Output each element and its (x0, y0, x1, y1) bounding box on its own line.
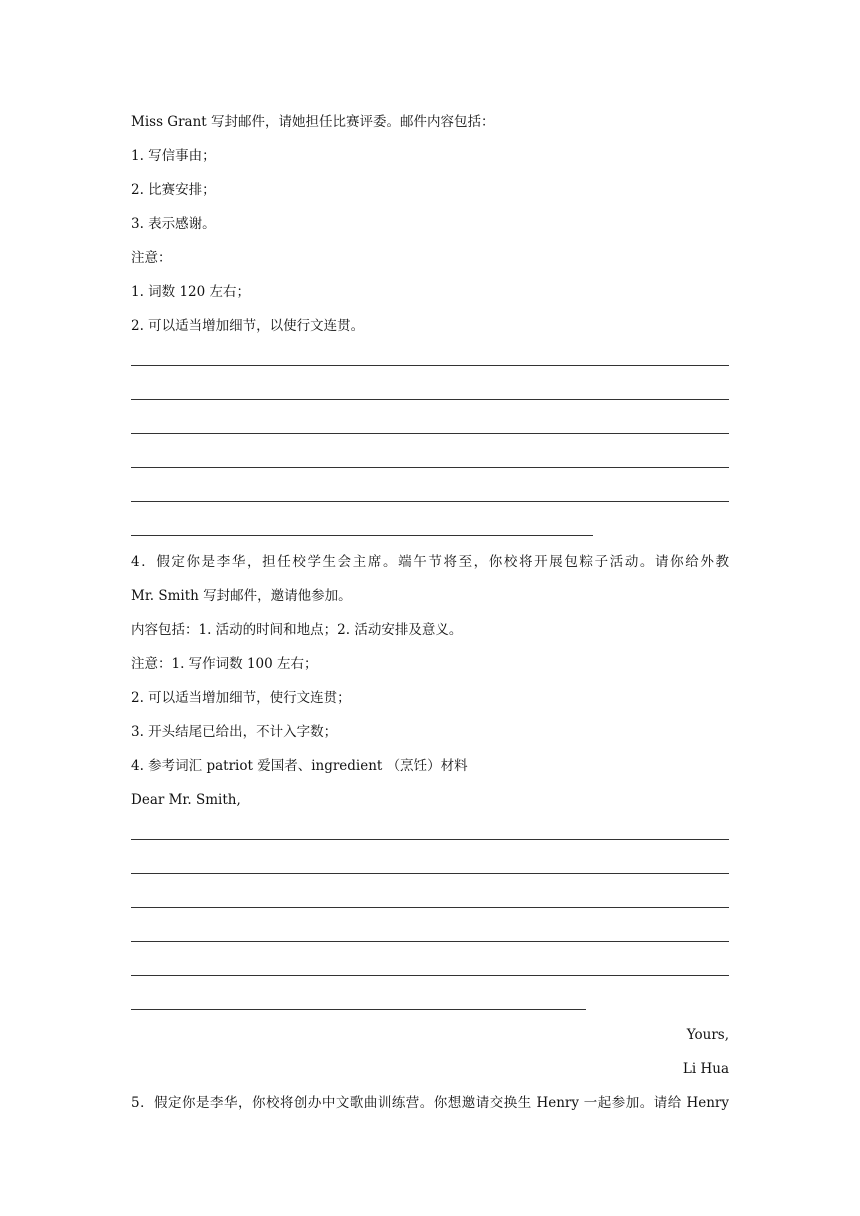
question-4-content: 内容包括：1. 活动的时间和地点；2. 活动安排及意义。 (131, 622, 463, 638)
requirement-item-3: 3. 表示感谢。 (131, 216, 216, 232)
writing-line (131, 365, 729, 366)
salutation: Dear Mr. Smith, (131, 792, 241, 808)
question-4-note-1: 注意：1. 写作词数 100 左右； (131, 656, 318, 672)
writing-line (131, 907, 729, 908)
closing: Yours, (686, 1027, 729, 1043)
writing-line (131, 467, 729, 468)
question-4-note-3: 3. 开头结尾已给出，不计入字数； (131, 724, 338, 740)
signature: Li Hua (682, 1061, 729, 1077)
requirement-item-2: 2. 比赛安排； (131, 182, 216, 198)
writing-line (131, 941, 729, 942)
note-label: 注意： (131, 250, 172, 266)
writing-line (131, 399, 729, 400)
writing-line-short (131, 535, 593, 536)
writing-line (131, 873, 729, 874)
requirement-item-1: 1. 写信事由； (131, 148, 216, 164)
intro-line: Miss Grant 写封邮件，请她担任比赛评委。邮件内容包括： (131, 114, 495, 130)
writing-line (131, 839, 729, 840)
question-4-prompt-line-1: 4．假定你是李华，担任校学生会主席。端午节将至，你校将开展包粽子活动。请你给外教 (131, 554, 729, 570)
writing-line-short (131, 1009, 586, 1010)
question-4-note-4: 4. 参考词汇 patriot 爱国者、ingredient （烹饪）材料 (131, 758, 468, 774)
writing-line (131, 433, 729, 434)
question-5-prompt-line-1: 5．假定你是李华，你校将创办中文歌曲训练营。你想邀请交换生 Henry 一起参加。请给 Henry (131, 1095, 729, 1111)
writing-line (131, 975, 729, 976)
writing-line (131, 501, 729, 502)
note-item-1: 1. 词数 120 左右； (131, 284, 251, 300)
question-4-prompt-line-2: Mr. Smith 写封邮件，邀请他参加。 (131, 588, 352, 604)
note-item-2: 2. 可以适当增加细节，以使行文连贯。 (131, 318, 365, 334)
question-4-note-2: 2. 可以适当增加细节，使行文连贯； (131, 690, 351, 706)
